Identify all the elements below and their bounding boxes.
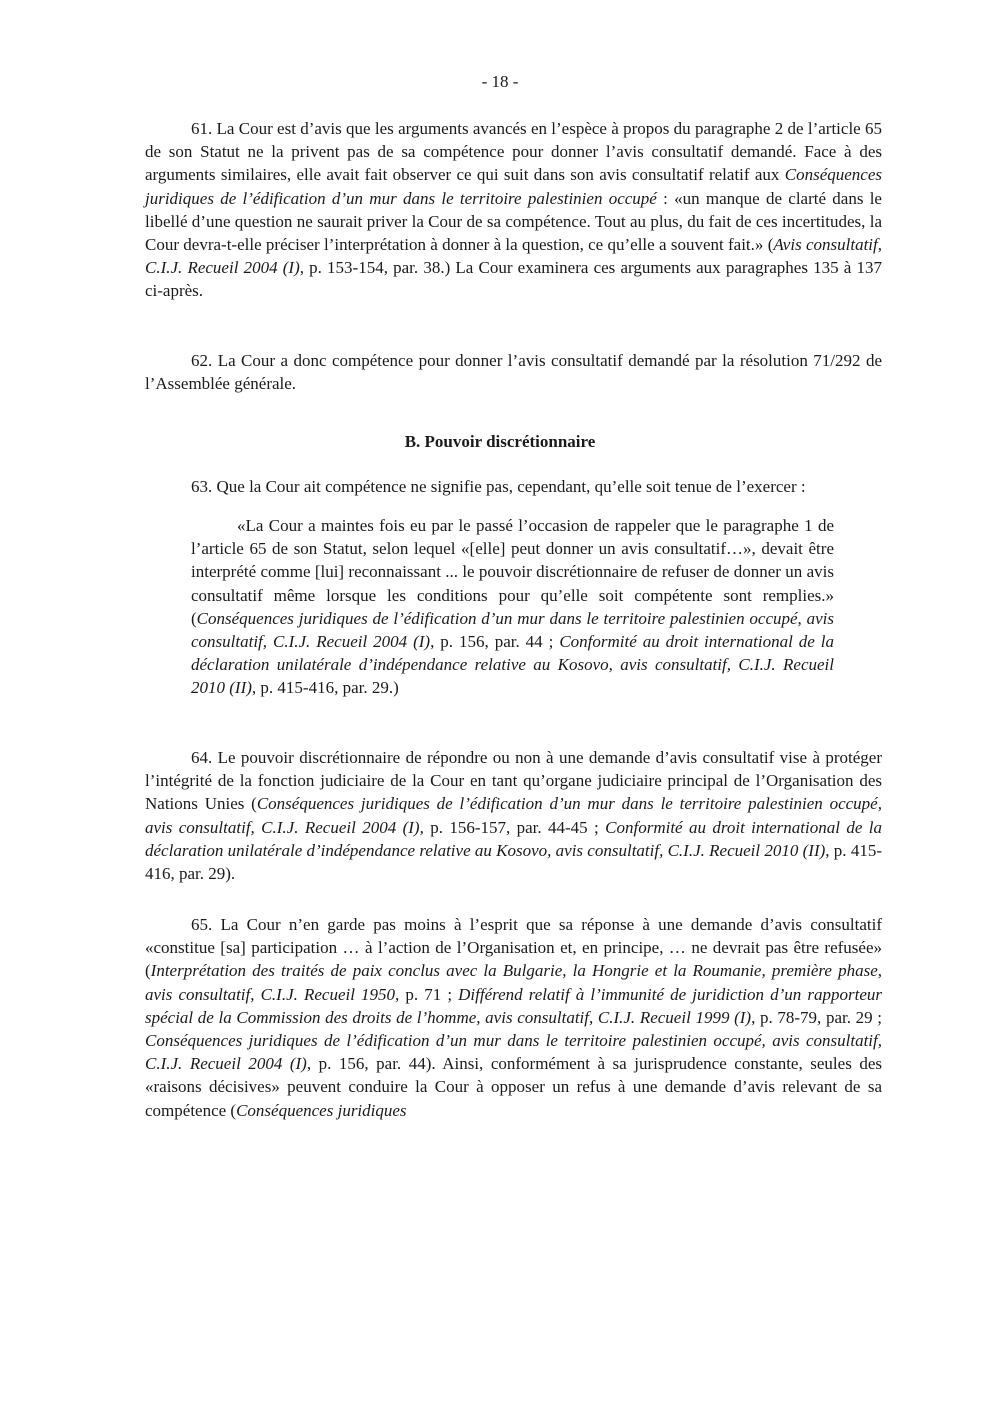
text-run: , p. 153-154, par. 38.) La Cour examinera ces arguments aux paragraphes 135 à 137 ci-après. <box>145 258 882 301</box>
citation-italic: Conséquences juridiques de l’édification d’un mur dans le territoire palestinien occupé <box>145 165 882 208</box>
paragraph-64 <box>145 746 882 885</box>
block-quote-63 <box>191 514 834 700</box>
paragraph-62 <box>145 349 882 395</box>
text-run: 62. La Cour a donc compétence pour donner l’avis consultatif demandé par la résolution 71/292 de l’Assemblée générale. <box>145 351 882 394</box>
text-run: : «un manque de clarté dans le libellé d’une question ne saurait priver la Cour de sa compétence. Tout au plus, du fait de ces incertitudes, la Cour devra-t-elle préciser l’interprétation à donner à la question, ce qu’elle a souvent fait.» ( <box>145 188 882 255</box>
text-run: , p. 415-416, par. 29.) <box>251 678 399 698</box>
citation-italic: Différend relatif à l’immunité de juridiction d’un rapporteur spécial de la Commission des droits de l’homme, avis consultatif, C.I.J. Recueil 1999 (I) <box>145 984 882 1027</box>
citation-italic: Conformité au droit international de la déclaration unilatérale d’indépendance relative au Kosovo, avis consultatif, C.I.J. Recueil 2010 (II) <box>191 632 834 698</box>
text-run: 65. La Cour n’en garde pas moins à l’esprit que sa réponse à une demande d’avis consultatif «constitue [sa] participation … à l’action de l’Organisation et, en principe, … ne devrait pas être refusée» ( <box>145 915 882 981</box>
paragraph-63 <box>145 475 882 498</box>
text-run: 63. Que la Cour ait compétence ne signifie pas, cependant, qu’elle soit tenue de l’exercer : <box>191 477 806 496</box>
citation-italic: Conséquences juridiques de l’édification d’un mur dans le territoire palestinien occupé, avis consultatif, C.I.J. Recueil 2004 (I) <box>191 608 834 652</box>
text-run: 61. La Cour est d’avis que les arguments avancés en l’espèce à propos du paragraphe 2 de l’article 65 de son Statut ne la privent pas de sa compétence pour donner l’avis consultatif demandé. Face à des arguments similaires, elle avait fait observer ce qui suit dans son avis consultatif relatif aux <box>145 119 882 185</box>
citation-italic: Conséquences juridiques de l’édification d’un mur dans le territoire palestinien occupé, avis consultatif, C.I.J. Recueil 2004 (I) <box>145 794 882 837</box>
text-run: , p. 415-416, par. 29). <box>145 840 882 884</box>
section-heading: B. Pouvoir discrétionnaire <box>404 432 596 451</box>
page-number: - 18 - <box>481 72 519 91</box>
text-run: , p. 156, par. 44). Ainsi, conformément à sa jurisprudence constante, seules des «raisons décisives» peuvent conduire la Cour à opposer un refus à une demande d’avis relevant de sa compétence ( <box>145 1054 882 1120</box>
text-run: 64. Le pouvoir discrétionnaire de répondre ou non à une demande d’avis consultatif vise à protéger l’intégrité de la fonction judiciaire de la Cour en tant qu’organe judiciaire principal de l’Organisation des Nations Unies ( <box>145 748 882 814</box>
paragraph-61 <box>145 117 882 303</box>
text-run: , p. 156-157, par. 44-45 ; <box>419 817 606 837</box>
citation-italic: Conséquences juridiques de l’édification d’un mur dans le territoire palestinien occupé, avis consultatif, C.I.J. Recueil 2004 (I) <box>145 1031 882 1074</box>
text-run: , p. 78-79, par. 29 ; <box>751 1007 882 1027</box>
text-run: , p. 156, par. 44 ; <box>430 632 560 652</box>
citation-italic: Conséquences juridiques <box>236 1100 407 1120</box>
text-run: , p. 71 ; <box>395 984 459 1004</box>
text-run: «La Cour a maintes fois eu par le passé l’occasion de rappeler que le paragraphe 1 de l’article 65 de son Statut, selon lequel «[elle] peut donner un avis consultatif…», devait être interprété comme [lui] reconnaissant ... le pouvoir discrétionnaire de refuser de donner un avis consultatif même lorsque les conditions pour qu’elle soit compétente sont remplies.» ( <box>191 516 834 628</box>
citation-italic: Conformité au droit international de la déclaration unilatérale d’indépendance relative au Kosovo, avis consultatif, C.I.J. Recueil 2010 (II) <box>145 817 882 860</box>
paragraph-65 <box>145 913 882 1122</box>
citation-italic: Interprétation des traités de paix conclus avec la Bulgarie, la Hongrie et la Roumanie, première phase, avis consultatif, C.I.J. Recueil 1950 <box>145 961 882 1004</box>
citation-italic: Avis consultatif, C.I.J. Recueil 2004 (I) <box>145 235 883 278</box>
